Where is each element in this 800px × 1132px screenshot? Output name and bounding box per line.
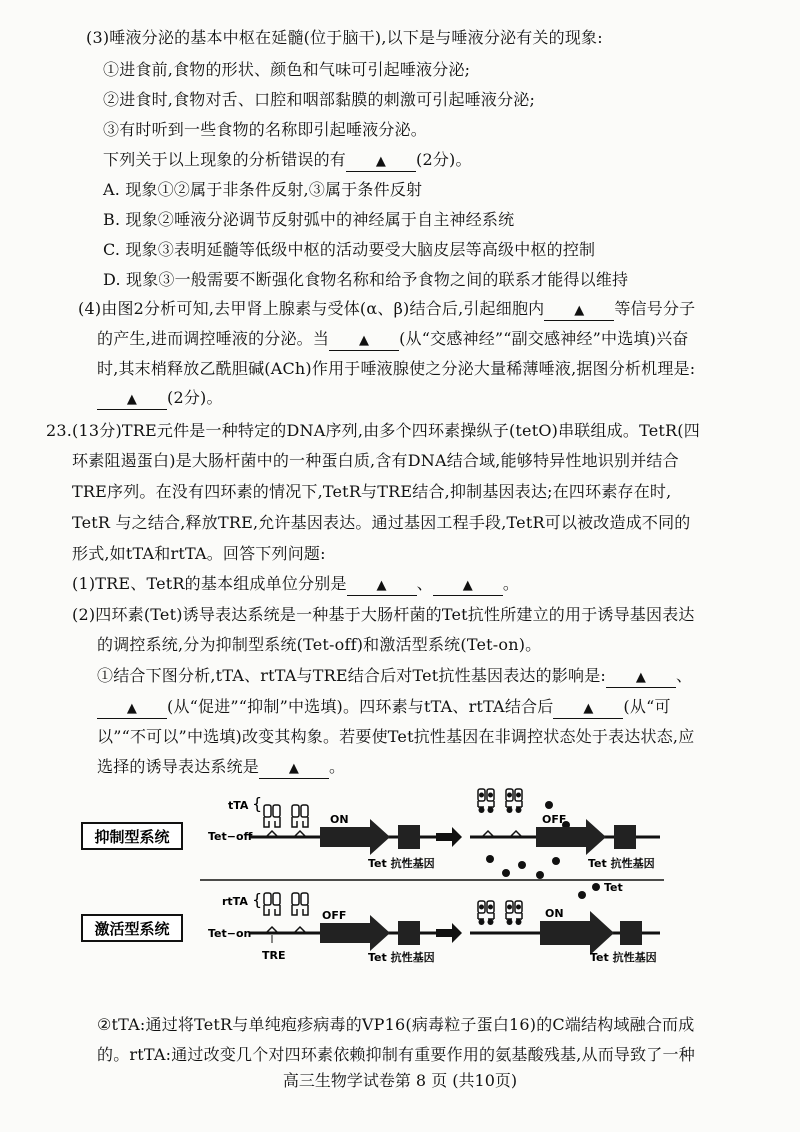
q22-phenomenon-2: ②进食时,食物对舌、口腔和咽部黏膜的刺激可引起唾液分泌;: [103, 90, 536, 109]
transition-arrow-top: [436, 827, 462, 847]
rtta-label: rtTA: [222, 895, 248, 908]
gene-label-top-left: Tet 抗性基因: [368, 857, 435, 870]
q23-stem-line3: TRE序列。在没有四环素的情况下,TetR与TRE结合,抑制基因表达;在四环素存在时,: [72, 482, 672, 501]
gene-label-top-right: Tet 抗性基因: [588, 857, 655, 870]
q23-sub1-line3: 以”“不可以”中选填)改变其构象。若要使Tet抗性基因在非调控状态处于表达状态,应: [97, 727, 695, 746]
answer-blank[interactable]: ▲: [97, 700, 167, 719]
on-label-bottom: ON: [545, 907, 564, 920]
on-system-label: 激活型系统: [94, 920, 170, 938]
q23-sub1-line2: ▲ (从“促进”“抑制”中选填)。四环素与tTA、rtTA结合后 ▲ (从“可: [97, 696, 671, 719]
answer-blank[interactable]: ▲: [544, 302, 614, 321]
transition-arrow-bottom: [436, 923, 462, 943]
gene-block-top-right: [614, 825, 636, 849]
q22-phenomenon-3: ③有时听到一些食物的名称即引起唾液分泌。: [103, 120, 428, 139]
tet-off-label: Tet−off: [208, 830, 253, 843]
q22-part4-line4: ▲ (2分)。: [97, 387, 223, 410]
bracket-glyph: {: [252, 794, 263, 813]
q22-option-a: A. 现象①②属于非条件反射,③属于条件反射: [103, 180, 423, 199]
page-footer: 高三生物学试卷第 8 页 (共10页): [282, 1071, 518, 1090]
q22-option-d: D. 现象③一般需要不断强化食物名称和给予食物之间的联系才能得以维持: [103, 270, 629, 289]
q23-part2-line2: 的调控系统,分为抑制型系统(Tet-off)和激活型系统(Tet-on)。: [97, 635, 542, 654]
q23-sub1-line1: ①结合下图分析,tTA、rtTA与TRE结合后对Tet抗性基因表达的影响是: ▲ 、: [97, 665, 692, 688]
q22-part3-intro: (3)唾液分泌的基本中枢在延髓(位于脑干),以下是与唾液分泌有关的现象:: [86, 28, 603, 47]
bracket-glyph-bottom: {: [252, 890, 263, 909]
q22-phenomenon-1: ①进食前,食物的形状、颜色和气味可引起唾液分泌;: [103, 60, 471, 79]
answer-blank[interactable]: ▲: [553, 700, 623, 719]
gene-label-bottom-left: Tet 抗性基因: [368, 951, 435, 964]
q22-option-b: B. 现象②唾液分泌调节反射弧中的神经属于自主神经系统: [103, 210, 515, 229]
q22-part4-line1: (4)由图2分析可知,去甲肾上腺素与受体(α、β)结合后,引起细胞内 ▲ 等信号分子: [78, 298, 695, 321]
q23-stem-line5: 形式,如tTA和rtTA。回答下列问题:: [72, 544, 326, 563]
answer-blank[interactable]: ▲: [606, 669, 676, 688]
answer-blank[interactable]: ▲: [259, 760, 329, 779]
gene-block-top-left: [398, 825, 420, 849]
answer-blank[interactable]: ▲: [433, 577, 503, 596]
tet-system-figure: [0, 785, 800, 995]
tre-label: TRE: [262, 949, 286, 962]
q23-sub2-line2: 的。rtTA:通过改变几个对四环素依赖抑制有重要作用的氨基酸残基,从而导致了一种: [97, 1045, 695, 1064]
gene-block-bottom-left: [398, 921, 420, 945]
q22-part4-line3: 时,其末梢释放乙酰胆碱(ACh)作用于唾液腺使之分泌大量稀薄唾液,据图分析机理是:: [97, 359, 696, 378]
answer-blank[interactable]: ▲: [346, 153, 416, 172]
gene-label-bottom-right: Tet 抗性基因: [590, 951, 657, 964]
q23-part1: (1)TRE、TetR的基本组成单位分别是 ▲ 、 ▲ 。: [72, 573, 519, 596]
gene-block-bottom-right: [620, 921, 642, 945]
q22-option-c: C. 现象③表明延髓等低级中枢的活动要受大脑皮层等高级中枢的控制: [103, 240, 596, 259]
q22-part4-line2: 的产生,进而调控唾液的分泌。当 ▲ (从“交感神经”“副交感神经”中选填)兴奋: [97, 328, 689, 351]
tta-label: tTA: [228, 799, 249, 812]
off-label-bottom: OFF: [322, 909, 347, 922]
tet-dot-label: Tet: [604, 881, 623, 894]
q23-stem-line1: 23.(13分)TRE元件是一种特定的DNA序列,由多个四环素操纵子(tetO)串联组成。TetR(四: [46, 421, 700, 440]
q23-sub1-line4: 选择的诱导表达系统是 ▲ 。: [97, 756, 345, 779]
q23-part2-line1: (2)四环素(Tet)诱导表达系统是一种基于大肠杆菌的Tet抗性所建立的用于诱导基因表达: [72, 605, 695, 624]
off-label-top: OFF: [542, 813, 567, 826]
q23-stem-line4: TetR 与之结合,释放TRE,允许基因表达。通过基因工程手段,TetR可以被改造成不同的: [72, 513, 691, 532]
answer-blank[interactable]: ▲: [347, 577, 417, 596]
q23-sub2-line1: ②tTA:通过将TetR与单纯疱疹病毒的VP16(病毒粒子蛋白16)的C端结构域融合而成: [97, 1015, 695, 1034]
q22-question: 下列关于以上现象的分析错误的有 ▲ (2分)。: [103, 149, 472, 172]
answer-blank[interactable]: ▲: [329, 332, 399, 351]
off-system-label: 抑制型系统: [94, 828, 170, 846]
answer-blank[interactable]: ▲: [97, 391, 167, 410]
on-label-top: ON: [330, 813, 349, 826]
tet-on-label: Tet−on: [208, 927, 252, 940]
q23-stem-line2: 环素阻遏蛋白)是大肠杆菌中的一种蛋白质,含有DNA结合域,能够特异性地识别并结合: [72, 451, 679, 470]
